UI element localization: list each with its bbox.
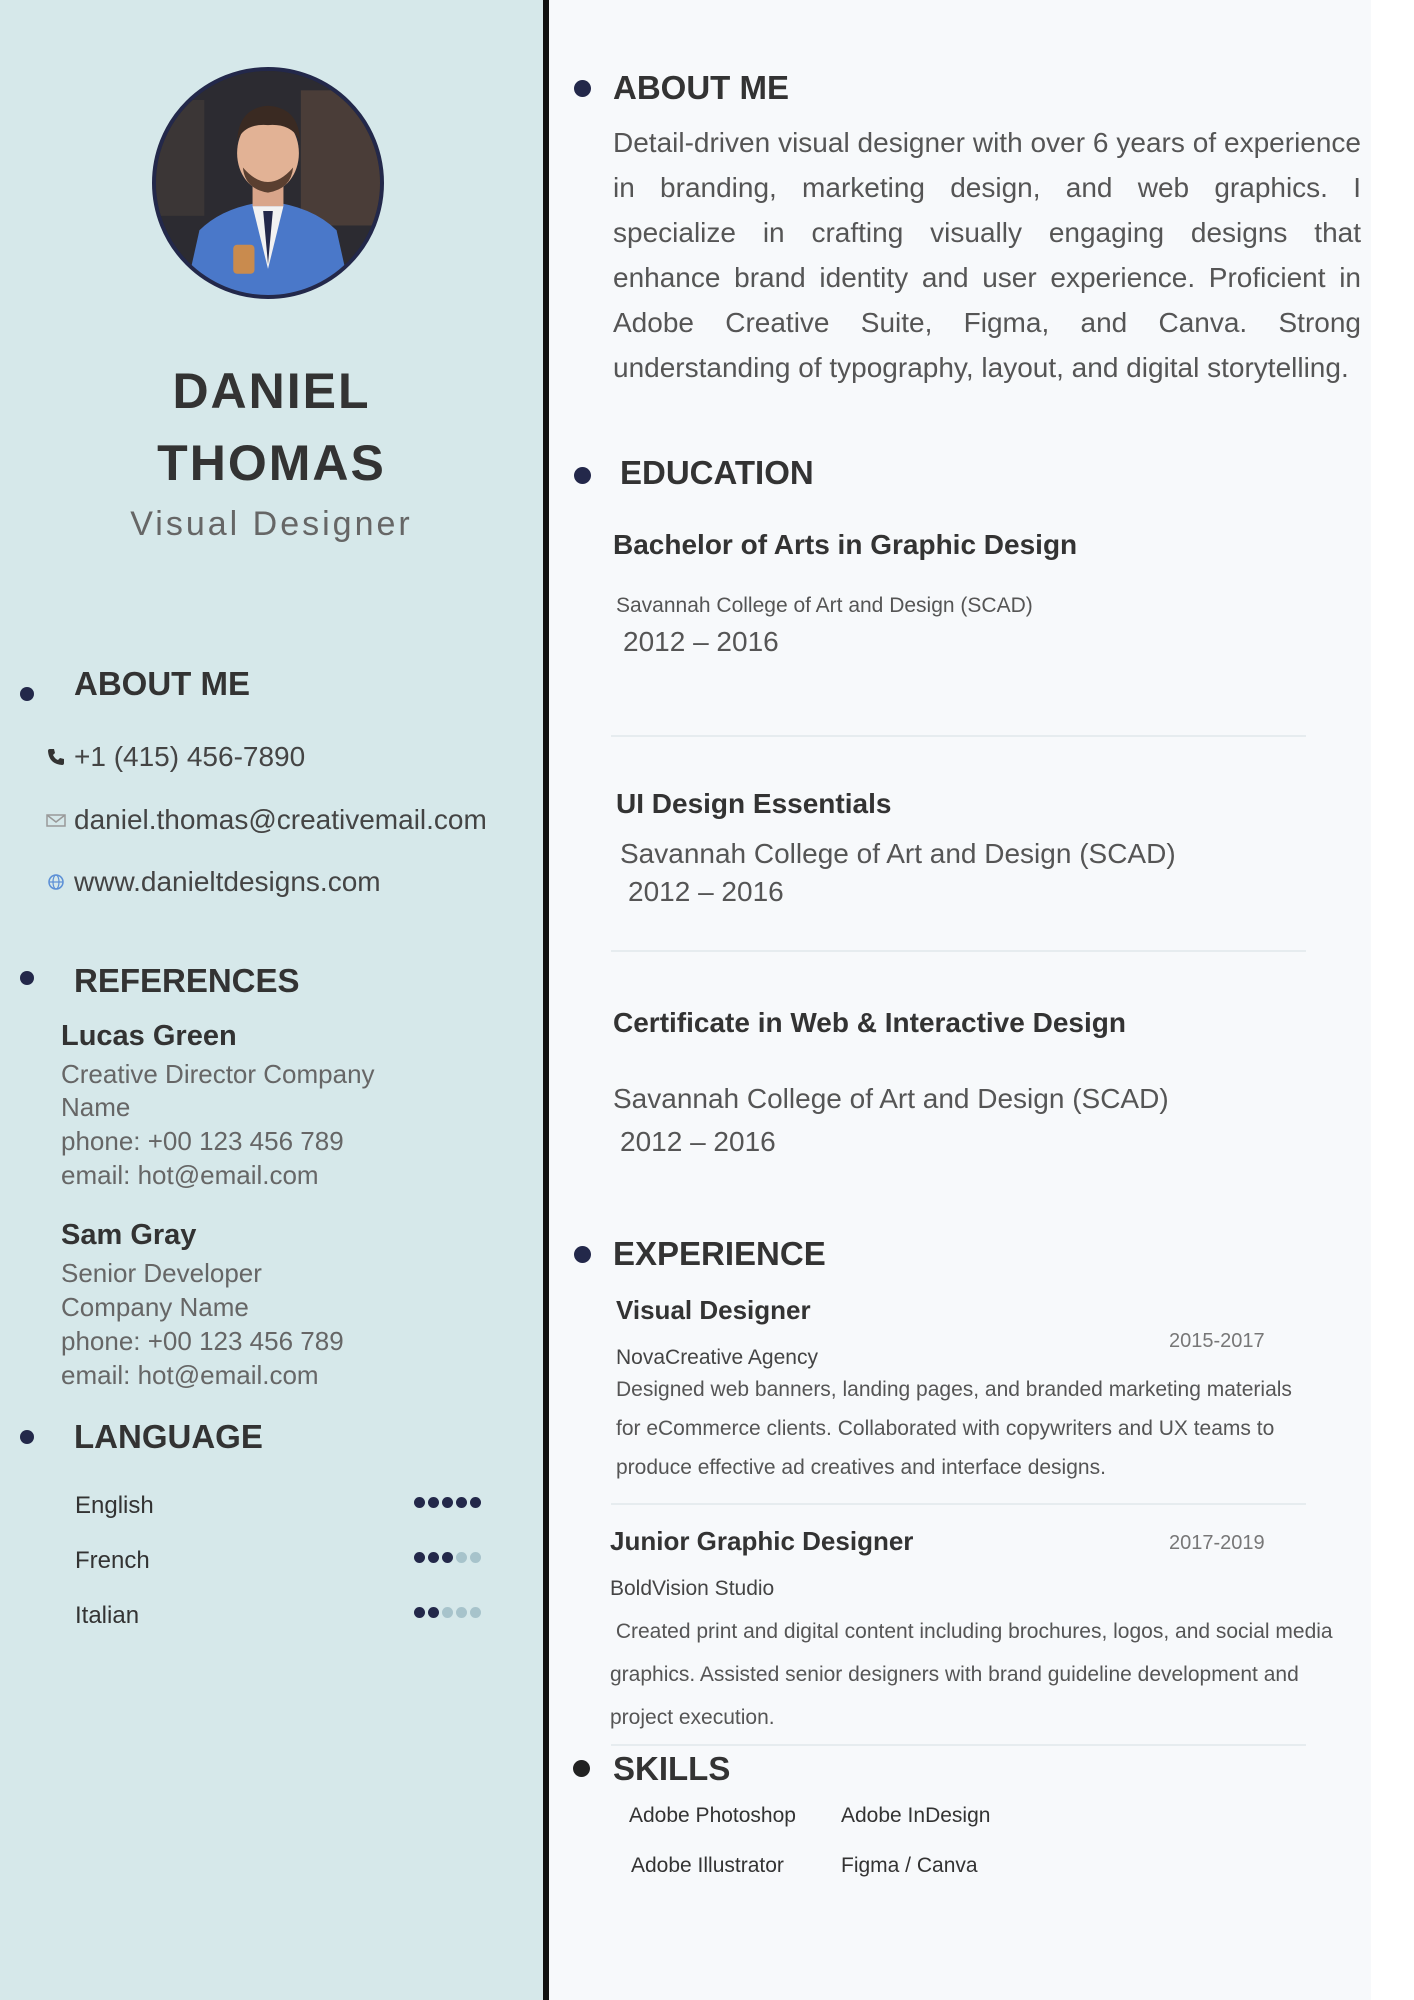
mail-icon <box>46 810 66 830</box>
language-rating <box>414 1607 481 1618</box>
section-bullet-icon <box>20 687 34 701</box>
section-rule <box>611 1744 1306 1746</box>
reference-line: Company Name <box>61 1292 249 1322</box>
language-rating <box>414 1497 481 1508</box>
section-bullet-icon <box>574 467 591 484</box>
sidebar <box>0 0 543 2000</box>
education-heading: EDUCATION <box>620 454 814 491</box>
last-name: THOMAS <box>157 435 386 491</box>
experience-description: Designed web banners, landing pages, and branded marketing materials <box>616 1378 1292 1401</box>
globe-icon <box>46 872 66 892</box>
skill-item: Adobe Photoshop <box>629 1804 796 1827</box>
reference-name: Sam Gray <box>61 1219 197 1251</box>
rating-dot-filled <box>456 1497 467 1508</box>
education-years: 2012 – 2016 <box>620 1126 776 1157</box>
experience-title: Junior Graphic Designer <box>610 1526 914 1556</box>
education-title: Bachelor of Arts in Graphic Design <box>613 529 1078 560</box>
contact-heading: ABOUT ME <box>74 665 250 702</box>
reference-line: Name <box>61 1092 131 1122</box>
person-portrait-icon <box>156 71 380 295</box>
rating-dot-empty <box>470 1552 481 1563</box>
job-title: Visual Designer <box>130 505 413 543</box>
about-heading: ABOUT ME <box>613 69 789 106</box>
reference-line: Senior Developer <box>61 1258 262 1288</box>
rating-dot-empty <box>456 1607 467 1618</box>
education-years: 2012 – 2016 <box>623 626 779 657</box>
reference-line: phone: +00 123 456 789 <box>61 1126 344 1156</box>
email-text: daniel.thomas@creativemail.com <box>74 804 487 835</box>
section-rule <box>611 950 1306 952</box>
reference-line: Creative Director Company <box>61 1059 375 1089</box>
experience-company: NovaCreative Agency <box>616 1346 818 1369</box>
contact-phone <box>46 741 305 773</box>
skills-heading: SKILLS <box>613 1750 731 1787</box>
skill-item: Adobe Illustrator <box>631 1854 784 1877</box>
experience-description: graphics. Assisted senior designers with brand guideline development and <box>610 1663 1299 1686</box>
language-name: English <box>75 1492 154 1519</box>
rating-dot-empty <box>470 1607 481 1618</box>
education-years: 2012 – 2016 <box>628 876 784 907</box>
section-bullet-icon <box>574 1246 591 1263</box>
first-name: DANIEL <box>172 363 371 419</box>
reference-line: email: hot@email.com <box>61 1160 319 1190</box>
rating-dot-filled <box>470 1497 481 1508</box>
education-title: UI Design Essentials <box>616 788 892 819</box>
language-name: Italian <box>75 1602 140 1629</box>
reference-line: email: hot@email.com <box>61 1360 319 1390</box>
experience-description: for eCommerce clients. Collaborated with copywriters and UX teams to <box>616 1417 1275 1440</box>
section-bullet-icon <box>20 1430 34 1444</box>
rating-dot-filled <box>428 1497 439 1508</box>
education-school: Savannah College of Art and Design (SCAD) <box>620 838 1176 869</box>
experience-description: Created print and digital content including brochures, logos, and social media <box>610 1620 1333 1643</box>
rating-dot-filled <box>442 1552 453 1563</box>
experience-title: Visual Designer <box>616 1295 811 1325</box>
about-paragraph: Detail-driven visual designer with over 6 years of experience in branding, marketing design, and web graphics. I specialize in crafting visually engaging designs that enhance brand identity and user experience. Proficient in Adobe Creative Suite, Figma, and Canva. Strong understanding of typography, layout, and digital storytelling. <box>613 127 1361 383</box>
references-heading: REFERENCES <box>74 962 300 999</box>
section-bullet-icon <box>20 971 34 985</box>
experience-heading: EXPERIENCE <box>613 1235 826 1272</box>
rating-dot-filled <box>442 1497 453 1508</box>
section-rule <box>611 1503 1306 1505</box>
skill-item: Figma / Canva <box>841 1854 978 1877</box>
rating-dot-filled <box>414 1497 425 1508</box>
contact-website <box>46 866 381 898</box>
education-title: Certificate in Web & Interactive Design <box>613 1007 1126 1038</box>
profile-photo <box>152 67 384 299</box>
section-bullet-icon <box>573 1760 590 1777</box>
reference-name: Lucas Green <box>61 1020 237 1052</box>
education-school: Savannah College of Art and Design (SCAD) <box>613 1083 1169 1114</box>
education-school: Savannah College of Art and Design (SCAD) <box>616 594 1033 617</box>
contact-email <box>46 804 487 836</box>
rating-dot-filled <box>428 1607 439 1618</box>
skill-item: Adobe InDesign <box>841 1804 991 1827</box>
experience-description: produce effective ad creatives and interface designs. <box>616 1456 1106 1479</box>
rating-dot-filled <box>428 1552 439 1563</box>
rating-dot-filled <box>414 1552 425 1563</box>
section-bullet-icon <box>574 80 591 97</box>
language-heading: LANGUAGE <box>74 1418 263 1455</box>
phone-icon <box>46 747 66 767</box>
section-rule <box>611 735 1306 737</box>
reference-line: phone: +00 123 456 789 <box>61 1326 344 1356</box>
experience-description: project execution. <box>610 1706 775 1729</box>
experience-company: BoldVision Studio <box>610 1577 775 1600</box>
rating-dot-empty <box>456 1552 467 1563</box>
experience-dates: 2017-2019 <box>1169 1532 1265 1554</box>
website-text: www.danieltdesigns.com <box>74 866 381 897</box>
experience-dates: 2015-2017 <box>1169 1330 1265 1352</box>
rating-dot-empty <box>442 1607 453 1618</box>
rating-dot-filled <box>414 1607 425 1618</box>
language-rating <box>414 1552 481 1563</box>
phone-text: +1 (415) 456-7890 <box>74 741 306 772</box>
language-name: French <box>75 1547 150 1574</box>
